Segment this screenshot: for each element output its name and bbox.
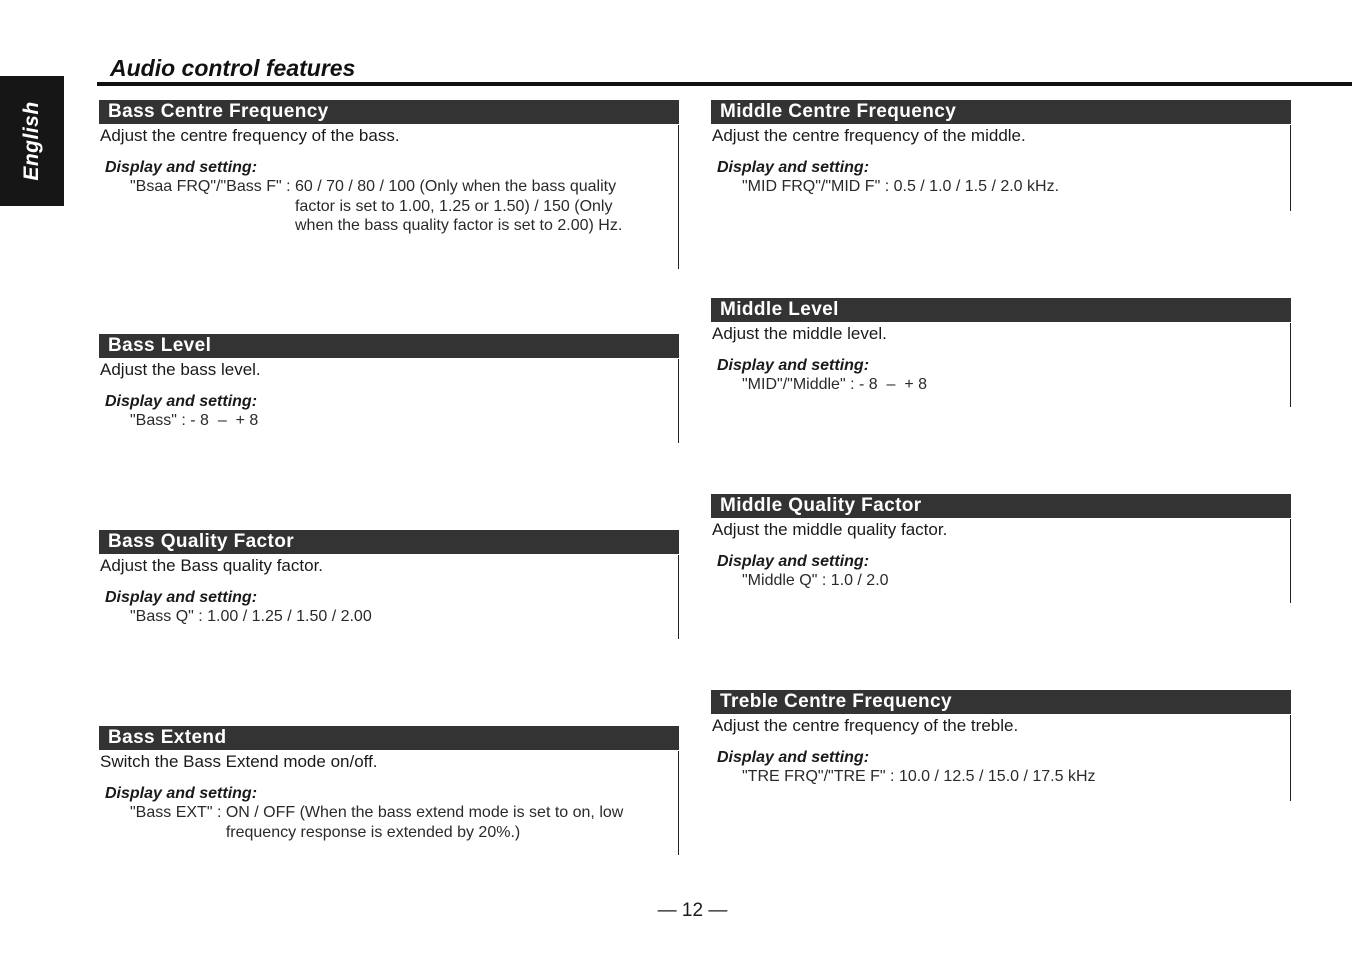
display-setting-label: Display and setting:: [105, 589, 258, 606]
setting-key: "TRE FRQ"/"TRE F" :: [742, 768, 899, 785]
section-bass-level: [99, 334, 679, 443]
section-heading: Bass Level: [99, 334, 679, 358]
language-tab-label: English: [20, 101, 43, 181]
setting-value: - 8 – + 8: [190, 412, 259, 429]
display-setting-label: Display and setting:: [105, 785, 258, 802]
setting-key: "Bass Q" :: [130, 608, 208, 625]
display-setting-label: Display and setting:: [105, 393, 258, 410]
section-middle-level: [711, 298, 1291, 407]
display-setting-label: Display and setting:: [717, 749, 870, 766]
section-heading: Middle Centre Frequency: [711, 100, 1291, 124]
language-tab: [0, 76, 64, 206]
setting-value: - 8 – + 8: [858, 376, 928, 393]
section-heading: Middle Level: [711, 298, 1291, 322]
setting-value: ON / OFF (When the bass extend mode is set to on, low frequency response is extended by 20%.): [225, 804, 624, 841]
section-body: [99, 751, 679, 855]
section-bass-centre-frequency: [99, 100, 679, 269]
setting-line: [130, 607, 678, 627]
setting-line: [742, 571, 1290, 591]
section-body: [711, 715, 1291, 801]
display-setting-label: Display and setting:: [717, 357, 870, 374]
setting-value: 1.00 / 1.25 / 1.50 / 2.00: [207, 608, 372, 625]
section-body: [711, 323, 1291, 407]
section-heading: Middle Quality Factor: [711, 494, 1291, 518]
setting-line: [742, 375, 1290, 395]
section-body: [711, 125, 1291, 211]
section-middle-centre-frequency: [711, 100, 1291, 211]
title-divider: [97, 82, 1352, 86]
page-title: Audio control features: [110, 55, 356, 81]
setting-line: [130, 803, 678, 842]
setting-key: "Middle Q" :: [742, 572, 831, 589]
setting-key: "Bass EXT" :: [130, 804, 226, 821]
setting-line: [130, 177, 678, 236]
section-description: Adjust the Bass quality factor.: [100, 556, 324, 575]
setting-line: [742, 767, 1290, 787]
setting-key: "Bsaa FRQ"/"Bass F" :: [130, 178, 295, 195]
display-setting-label: Display and setting:: [717, 553, 870, 570]
section-description: Adjust the middle quality factor.: [712, 520, 948, 539]
section-description: Adjust the centre frequency of the treble.: [712, 716, 1019, 735]
display-setting-label: Display and setting:: [717, 159, 870, 176]
section-body: [99, 125, 679, 269]
section-body: [711, 519, 1291, 603]
setting-value: 0.5 / 1.0 / 1.5 / 2.0 kHz.: [893, 178, 1060, 195]
section-description: Adjust the centre frequency of the bass.: [100, 126, 400, 145]
section-treble-centre-frequency: [711, 690, 1291, 801]
section-description: Adjust the bass level.: [100, 360, 261, 379]
display-setting-label: Display and setting:: [105, 159, 258, 176]
setting-value: 1.0 / 2.0: [830, 572, 889, 589]
setting-line: [742, 177, 1290, 197]
setting-key: "MID"/"Middle" :: [742, 376, 859, 393]
section-heading: Treble Centre Frequency: [711, 690, 1291, 714]
setting-value: 60 / 70 / 80 / 100 (Only when the bass quality factor is set to 1.00, 1.25 or 1.50) / 150 (Only when the bass quality factor is set to 2.00) Hz.: [294, 178, 623, 234]
section-heading: Bass Centre Frequency: [99, 100, 679, 124]
section-description: Adjust the centre frequency of the middle.: [712, 126, 1026, 145]
setting-line: [130, 411, 678, 431]
section-bass-extend: [99, 726, 679, 855]
setting-value: 10.0 / 12.5 / 15.0 / 17.5 kHz: [898, 768, 1096, 785]
page-number: — 12 —: [657, 900, 728, 921]
section-body: [99, 359, 679, 443]
section-heading: Bass Extend: [99, 726, 679, 750]
section-description: Switch the Bass Extend mode on/off.: [100, 752, 378, 771]
section-body: [99, 555, 679, 639]
section-heading: Bass Quality Factor: [99, 530, 679, 554]
section-bass-quality-factor: [99, 530, 679, 639]
section-middle-quality-factor: [711, 494, 1291, 603]
setting-key: "MID FRQ"/"MID F" :: [742, 178, 894, 195]
section-description: Adjust the middle level.: [712, 324, 887, 343]
setting-key: "Bass" :: [130, 412, 191, 429]
